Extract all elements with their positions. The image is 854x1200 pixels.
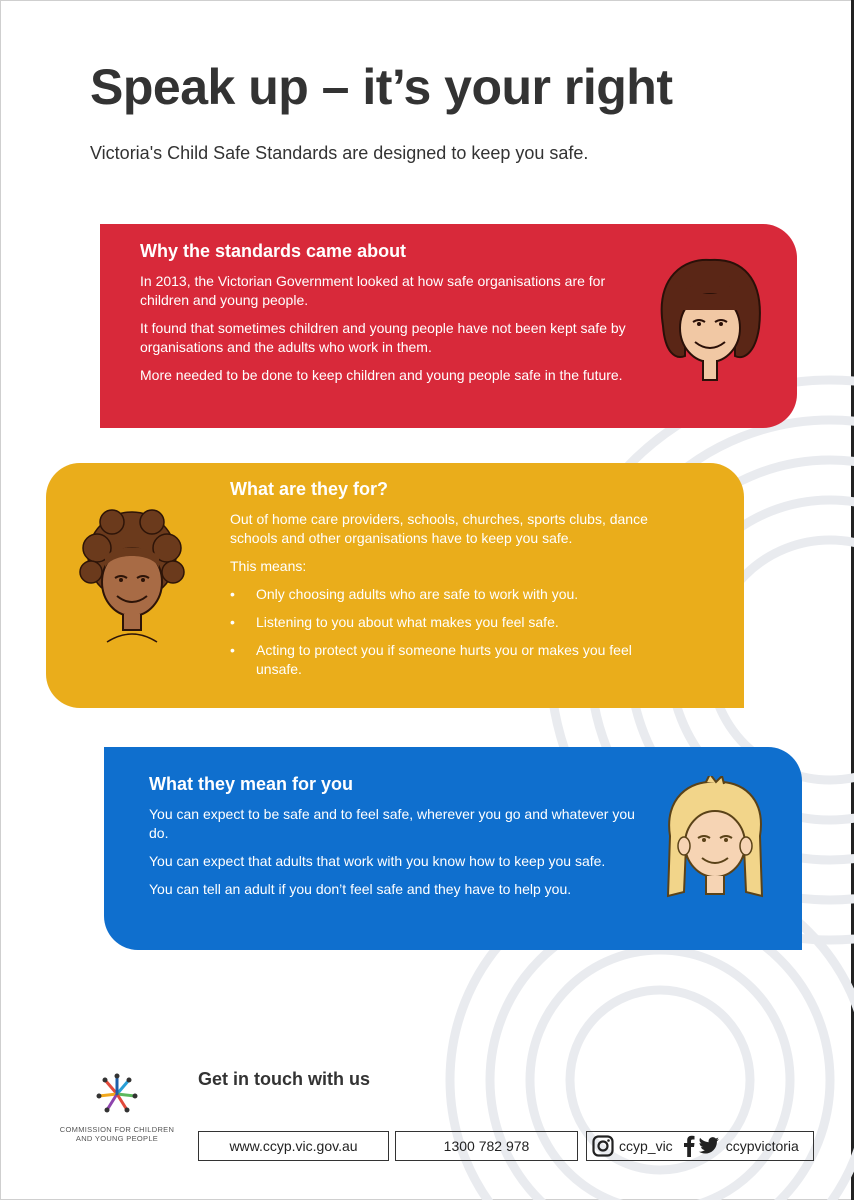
section-why-paragraph: It found that sometimes children and young people have not been kept safe by organisations and the adults who work in them. <box>140 320 626 355</box>
social-media-box <box>586 1131 814 1161</box>
website-link[interactable] <box>198 1131 389 1161</box>
list-item: • Listening to you about what makes you feel safe. <box>230 613 674 632</box>
section-why-heading: Why the standards came about <box>140 241 407 261</box>
blonde-child-illustration <box>660 776 770 906</box>
phone-text: 1300 782 978 <box>443 1138 530 1154</box>
section-what-for-means-label: This means: <box>230 558 307 574</box>
facebook-icon[interactable] <box>683 1135 695 1157</box>
girl-dark-hair-illustration <box>655 256 765 386</box>
phone-number[interactable] <box>395 1131 578 1161</box>
section-what-for-heading: What are they for? <box>230 479 389 499</box>
section-mean-for-you-paragraph: You can expect that adults that work with you know how to keep you safe. <box>149 853 606 869</box>
section-mean-for-you-paragraph: You can tell an adult if you don’t feel safe and they have to help you. <box>149 881 572 897</box>
section-mean-for-you-paragraph: You can expect to be safe and to feel safe, wherever you go and whatever you do. <box>149 806 635 841</box>
ccyp-logo-mark <box>87 1072 147 1116</box>
section-why-paragraph: In 2013, the Victorian Government looked at how safe organisations are for children and young people. <box>140 273 606 308</box>
curly-hair-child-illustration <box>77 508 187 648</box>
instagram-handle[interactable]: ccyp_vic <box>619 1138 673 1154</box>
page-subtitle: Victoria's Child Safe Standards are designed to keep you safe. <box>90 143 589 163</box>
facebook-twitter-handle[interactable]: ccypvictoria <box>725 1138 799 1154</box>
list-item: • Acting to protect you if someone hurts you or makes you feel unsafe. <box>230 641 674 679</box>
logo-text: COMMISSION FOR CHILDREN AND YOUNG PEOPLE <box>59 1125 175 1143</box>
section-what-for-intro: Out of home care providers, schools, churches, sports clubs, dance schools and other organisations have to keep you safe. <box>230 511 648 546</box>
section-what-for-list <box>230 585 674 679</box>
list-item: • Only choosing adults who are safe to work with you. <box>230 585 674 604</box>
section-mean-for-you-heading: What they mean for you <box>149 774 354 794</box>
ccyp-logo <box>58 1072 176 1143</box>
section-why-paragraph: More needed to be done to keep children and young people safe in the future. <box>140 367 623 383</box>
page-title: Speak up – it’s your right <box>90 59 673 115</box>
website-text: www.ccyp.vic.gov.au <box>229 1138 358 1154</box>
get-in-touch-heading: Get in touch with us <box>198 1069 370 1089</box>
instagram-icon[interactable] <box>592 1135 614 1157</box>
twitter-icon[interactable] <box>698 1137 720 1155</box>
